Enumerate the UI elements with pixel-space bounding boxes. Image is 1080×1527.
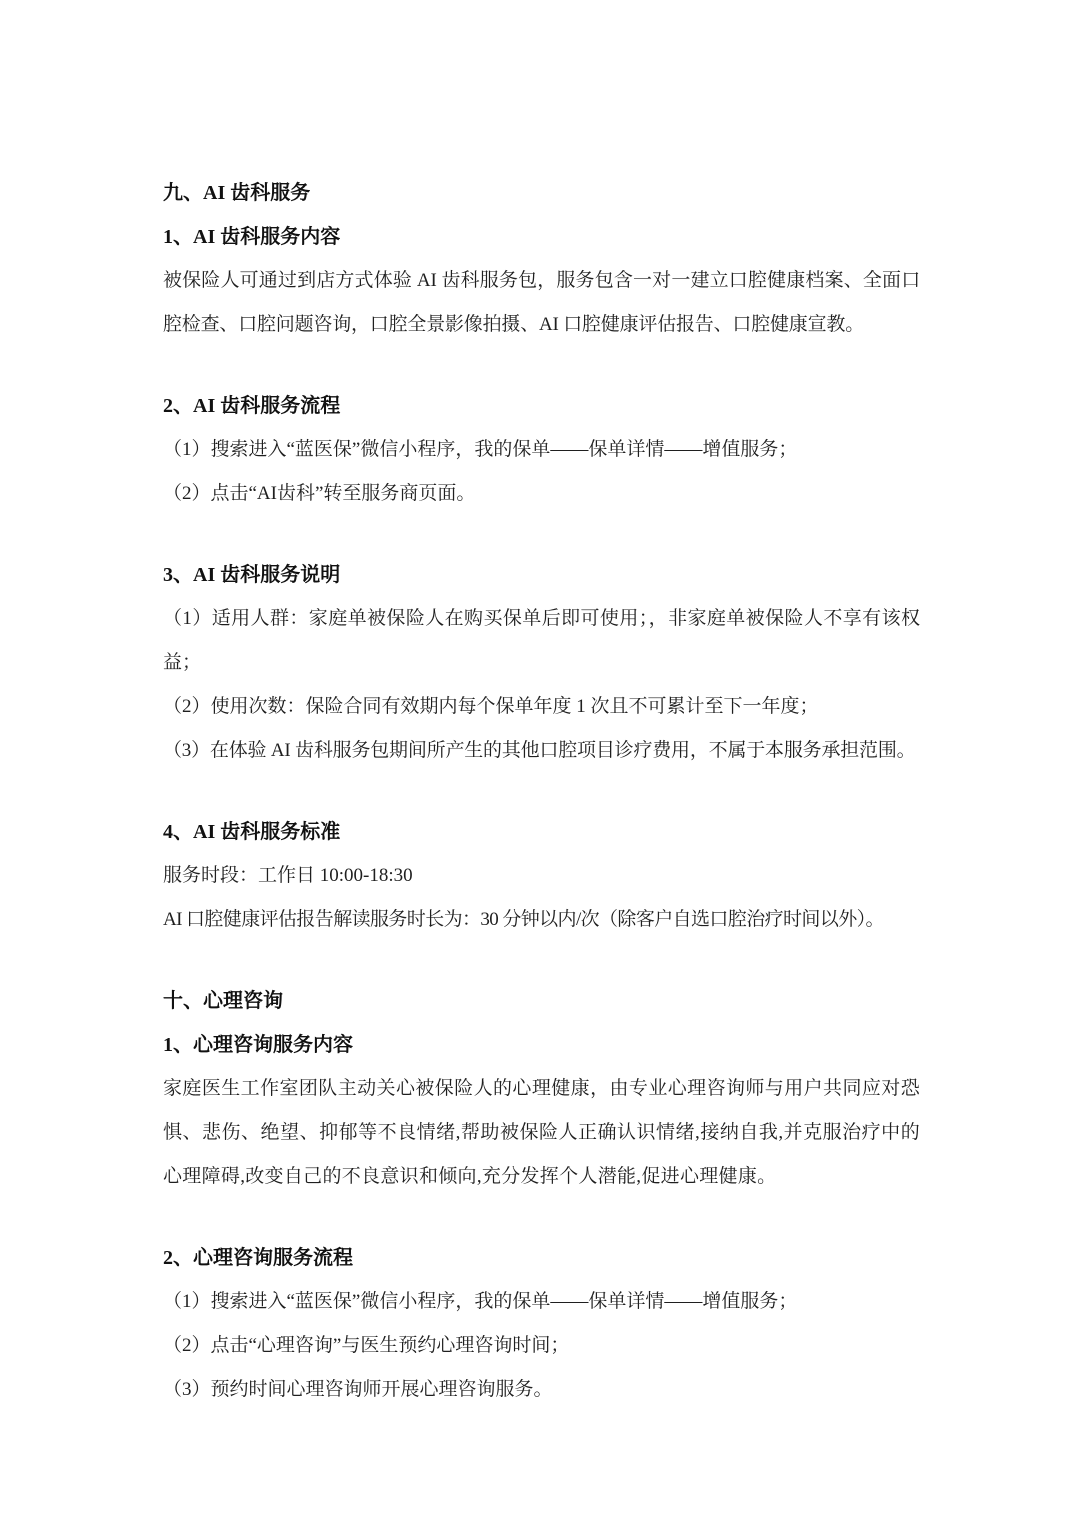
ai-dental-process-step-2: （2）点击“AI齿科”转至服务商页面。 bbox=[163, 483, 476, 504]
ai-dental-note-1: （1）适用人群：家庭单被保险人在购买保单后即可使用；，非家庭单被保险人不享有该权益； bbox=[163, 608, 920, 673]
ai-dental-content-heading: 1、AI 齿科服务内容 bbox=[163, 226, 341, 248]
ai-dental-standard-duration: AI 口腔健康评估报告解读服务时长为：30 分钟以内/次（除客户自选口腔治疗时间以外）。 bbox=[163, 909, 884, 930]
ai-dental-note-3: （3）在体验 AI 齿科服务包期间所产生的其他口腔项目诊疗费用，不属于本服务承担范围。 bbox=[163, 740, 916, 761]
ai-dental-content-paragraph: 被保险人可通过到店方式体验 AI 齿科服务包，服务包含一对一建立口腔健康档案、全面口腔检查、口腔问题咨询，口腔全景影像拍摄、AI 口腔健康评估报告、口腔健康宣教。 bbox=[163, 270, 920, 335]
counseling-process-step-1: （1）搜索进入“蓝医保”微信小程序，我的保单——保单详情——增值服务； bbox=[163, 1291, 798, 1312]
counseling-content-paragraph: 家庭医生工作室团队主动关心被保险人的心理健康，由专业心理咨询师与用户共同应对恐惧、悲伤、绝望、抑郁等不良情绪,帮助被保险人正确认识情绪,接纳自我,并克服治疗中的心理障碍,改变自己的不良意识和倾向,充分发挥个人潜能,促进心理健康。 bbox=[163, 1078, 920, 1187]
section-counseling bbox=[163, 979, 920, 1412]
ai-dental-standard-hours: 服务时段：工作日 10:00-18:30 bbox=[163, 865, 413, 886]
ai-dental-notes-heading: 3、AI 齿科服务说明 bbox=[163, 564, 341, 586]
ai-dental-process-step-1: （1）搜索进入“蓝医保”微信小程序，我的保单——保单详情——增值服务； bbox=[163, 439, 798, 460]
ai-dental-standard-heading: 4、AI 齿科服务标准 bbox=[163, 821, 341, 843]
counseling-process-heading: 2、心理咨询服务流程 bbox=[163, 1247, 353, 1269]
counseling-process-step-2: （2）点击“心理咨询”与医生预约心理咨询时间； bbox=[163, 1335, 570, 1356]
counseling-process-step-3: （3）预约时间心理咨询师开展心理咨询服务。 bbox=[163, 1379, 553, 1400]
ai-dental-note-2: （2）使用次数：保险合同有效期内每个保单年度 1 次且不可累计至下一年度； bbox=[163, 696, 819, 717]
ai-dental-process-heading: 2、AI 齿科服务流程 bbox=[163, 395, 341, 417]
section-9-heading: 九、AI 齿科服务 bbox=[163, 182, 311, 204]
counseling-content-heading: 1、心理咨询服务内容 bbox=[163, 1034, 353, 1056]
section-10-heading: 十、心理咨询 bbox=[163, 990, 283, 1012]
section-ai-dental bbox=[163, 171, 920, 942]
